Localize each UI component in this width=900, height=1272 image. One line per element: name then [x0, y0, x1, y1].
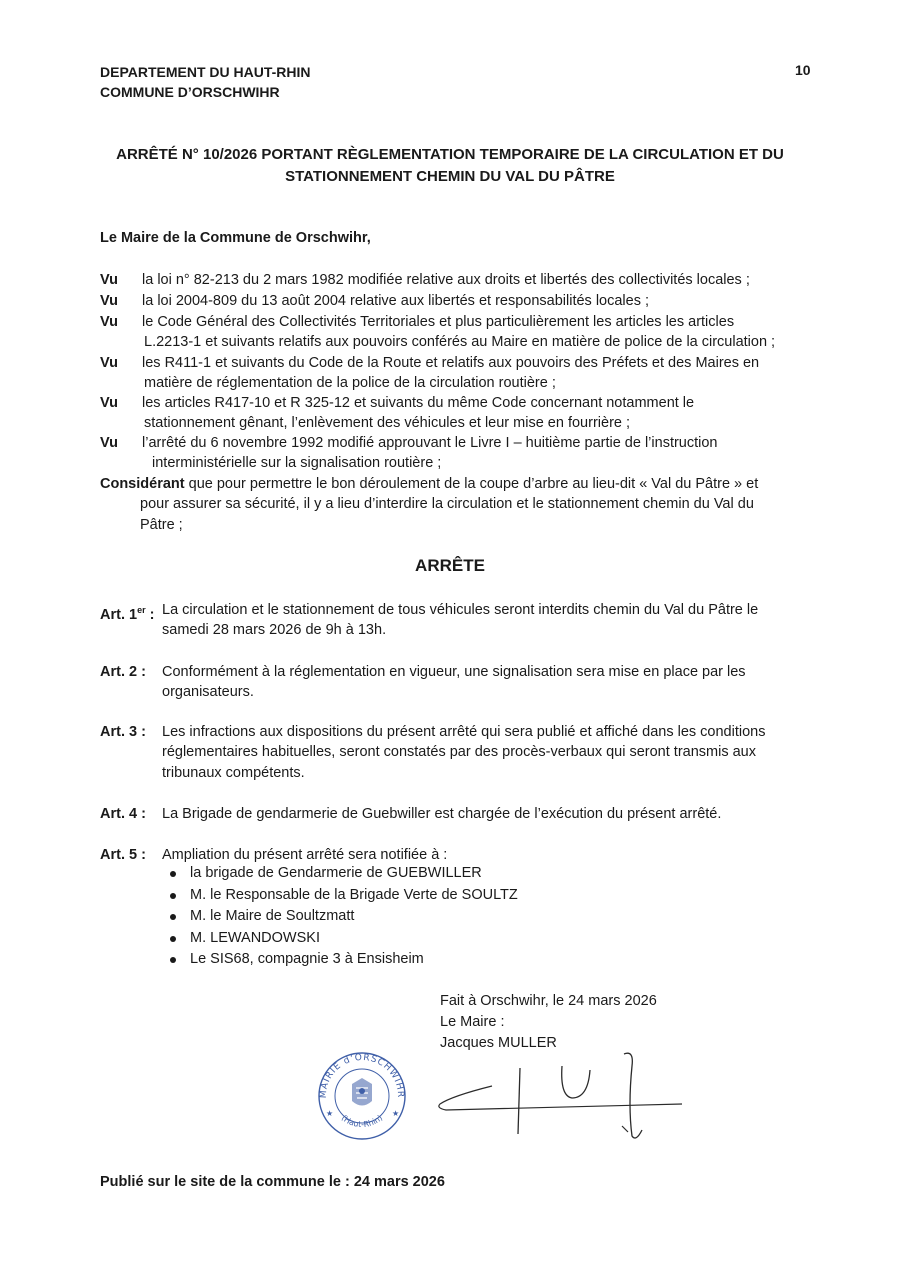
- mayor-line: Le Maire de la Commune de Orschwihr,: [100, 230, 371, 246]
- article-text: samedi 28 mars 2026 de 9h à 13h.: [162, 622, 387, 639]
- list-item: Le SIS68, compagnie 3 à Ensisheim: [162, 949, 518, 971]
- bullet-icon: [170, 893, 176, 899]
- visa-label: Vu: [100, 293, 118, 309]
- article-text: Ampliation du présent arrêté sera notifiée à :: [162, 847, 448, 863]
- svg-text:MAIRIE d’ORSCHWIHR: MAIRIE d’ORSCHWIHR: [318, 1052, 406, 1099]
- visa-text-continued: L.2213-1 et suivants relatifs aux pouvoirs conférés au Maire en matière de police de la circulation ;: [144, 334, 776, 351]
- article-label: Art. 1er :: [100, 605, 155, 623]
- article-text: La circulation et le stationnement de tous véhicules seront interdits chemin du Val du Pâtre le: [162, 602, 759, 618]
- visa-label: Vu: [100, 314, 118, 330]
- svg-text:★: ★: [326, 1109, 334, 1118]
- visa-text: les R411-1 et suivants du Code de la Route et relatifs aux pouvoirs des Préfets et des Maires en: [142, 355, 760, 371]
- article-text: Les infractions aux dispositions du présent arrêté qui sera publié et affiché dans les conditions: [162, 724, 766, 740]
- visa-text-continued: matière de réglementation de la police de la circulation routière ;: [144, 375, 556, 392]
- article-text: tribunaux compétents.: [162, 764, 305, 781]
- title-line-2: STATIONNEMENT CHEMIN DU VAL DU PÂTRE: [285, 168, 615, 185]
- visa-text-continued: interministérielle sur la signalisation routière ;: [152, 455, 442, 472]
- page-number: 10: [795, 62, 811, 78]
- svg-text:(Haut-Rhin): (Haut-Rhin): [339, 1113, 385, 1130]
- bullet-icon: [170, 957, 176, 963]
- visa-text: la loi n° 82-213 du 2 mars 1982 modifiée relative aux droits et libertés des collectivités locales ;: [142, 272, 750, 288]
- recipient-list: [162, 863, 518, 971]
- considerant-text-continued: pour assurer sa sécurité, il y a lieu d’interdire la circulation et le stationnement chemin du Val du: [140, 496, 754, 513]
- visa-label: Vu: [100, 355, 118, 371]
- considerant-label: Considérant: [100, 476, 185, 492]
- bullet-icon: [170, 871, 176, 877]
- signatory-role: Le Maire :: [440, 1014, 505, 1030]
- article-label: Art. 3 :: [100, 724, 146, 740]
- visa-label: Vu: [100, 395, 118, 411]
- considerant: [100, 474, 820, 535]
- article-text: réglementaires habituelles, seront constatés par des procès-verbaux qui seront transmis aux: [162, 744, 756, 761]
- commune-name: COMMUNE D’ORSCHWIHR: [100, 84, 280, 100]
- list-item: M. le Maire de Soultzmatt: [162, 906, 518, 928]
- article-text: organisateurs.: [162, 684, 254, 701]
- list-item: la brigade de Gendarmerie de GUEBWILLER: [162, 863, 518, 885]
- visa-text: les articles R417-10 et R 325-12 et suivants du même Code concernant notamment le: [142, 395, 695, 411]
- arrete-heading: ARRÊTE: [415, 556, 485, 575]
- article-label: Art. 4 :: [100, 806, 146, 822]
- title-line-1: ARRÊTÉ N° 10/2026 PORTANT RÈGLEMENTATION TEMPORAIRE DE LA CIRCULATION ET DU: [116, 146, 784, 163]
- article-label: Art. 5 :: [100, 847, 146, 863]
- document-header: [100, 62, 311, 102]
- list-item: M. LEWANDOWSKI: [162, 928, 518, 950]
- article-label: Art. 2 :: [100, 664, 146, 680]
- list-item: M. le Responsable de la Brigade Verte de SOULTZ: [162, 885, 518, 907]
- bullet-icon: [170, 936, 176, 942]
- bullet-icon: [170, 914, 176, 920]
- visa-text: la loi 2004-809 du 13 août 2004 relative aux libertés et responsabilités locales ;: [142, 293, 650, 309]
- document-title: [100, 144, 800, 188]
- article-text: La Brigade de gendarmerie de Guebwiller est chargée de l’exécution du présent arrêté.: [162, 806, 722, 822]
- visa-label: Vu: [100, 272, 118, 288]
- official-seal-stamp: [312, 1046, 412, 1142]
- considerant-text: que pour permettre le bon déroulement de la coupe d’arbre au lieu-dit « Val du Pâtre » et: [188, 476, 759, 492]
- department-name: DEPARTEMENT DU HAUT-RHIN: [100, 64, 311, 80]
- visa-text: l’arrêté du 6 novembre 1992 modifié approuvant le Livre I – huitième partie de l’instruction: [142, 435, 718, 451]
- visa-label: Vu: [100, 435, 118, 451]
- considerant-text-continued: Pâtre ;: [140, 516, 183, 533]
- visa-text: le Code Général des Collectivités Territoriales et plus particulièrement les articles les articles: [142, 314, 735, 330]
- handwritten-signature: [432, 1046, 692, 1146]
- place-date: Fait à Orschwihr, le 24 mars 2026: [440, 993, 657, 1009]
- svg-text:★: ★: [392, 1109, 400, 1118]
- article-text: Conformément à la réglementation en vigueur, une signalisation sera mise en place par les: [162, 664, 746, 680]
- signature-block: [440, 991, 657, 1054]
- visa-text-continued: stationnement gênant, l’enlèvement des véhicules et leur mise en fourrière ;: [144, 415, 631, 432]
- signatory-name: Jacques MULLER: [440, 1035, 557, 1051]
- publication-note: Publié sur le site de la commune le : 24 mars 2026: [100, 1174, 445, 1190]
